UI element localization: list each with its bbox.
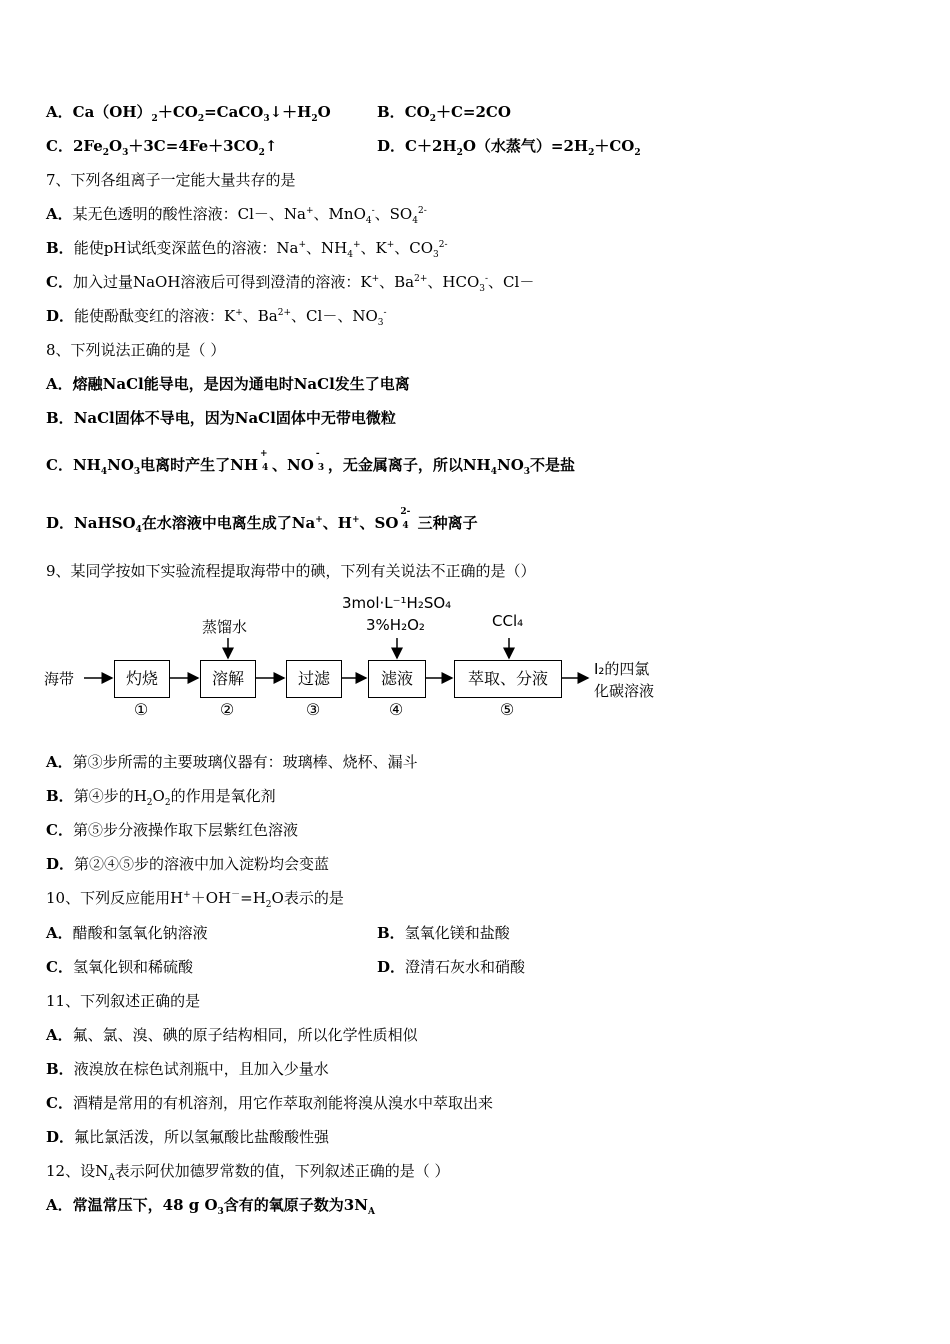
formula-part: 2Fe (72, 137, 103, 155)
superscript: + (315, 515, 323, 525)
q10-option-a (46, 923, 208, 943)
option-label: D． (46, 855, 75, 873)
subscript: 3 (263, 114, 270, 124)
reagent-acid: 3mol·L⁻¹H₂SO₄ (342, 594, 452, 612)
subscript: A (367, 1207, 375, 1217)
stem-text: 12、设N (46, 1162, 109, 1180)
superscript: + (386, 240, 395, 250)
q12-stem (46, 1161, 450, 1181)
formula-part: O (317, 103, 331, 121)
option-text: －、Na (253, 205, 306, 223)
stem-text: =H (240, 889, 266, 907)
subscript: 4 (135, 525, 142, 535)
q12-option-a (46, 1195, 375, 1215)
superscript: + (371, 274, 380, 284)
option-label: C． (46, 456, 73, 474)
option-label: B． (377, 924, 405, 942)
option-text: 酒精是常用的有机溶剂，用它作萃取剂能将溴从溴水中萃取出来 (72, 1094, 493, 1112)
superscript: 2- (438, 240, 448, 250)
option-text: 能使酚酞变红的溶液：K (74, 307, 236, 325)
q7-option-b (46, 238, 448, 258)
q8-stem: 8、下列说法正确的是（ ） (46, 341, 226, 359)
subscript: 2 (151, 114, 158, 124)
subscript: 3 (377, 318, 384, 328)
flow-step-4: 滤液 (368, 660, 426, 698)
subscript: 4 (412, 216, 418, 226)
ion-charge-stack (398, 507, 412, 534)
ion-charge-stack (258, 449, 272, 476)
subscript: 2 (102, 148, 110, 158)
subscript: 2 (634, 148, 641, 158)
reagent-ccl4: CCl₄ (492, 612, 524, 630)
option-label: B． (46, 409, 74, 427)
subscript: 4 (365, 216, 372, 226)
q11-option-c (46, 1093, 493, 1113)
flow-start-label: 海带 (44, 670, 75, 688)
formula-part: ＋3C=4Fe＋3CO (128, 137, 259, 155)
option-label: C． (46, 958, 73, 976)
option-label: D． (377, 958, 406, 976)
superscript: + (298, 240, 306, 250)
flow-num-5: ⑤ (499, 700, 515, 719)
q8-option-d (46, 507, 478, 535)
formula-part: ＋C=2CO (435, 103, 511, 121)
reagent-h2o2: 3%H₂O₂ (366, 616, 425, 634)
option-text: 第④步的H (73, 787, 147, 805)
option-label: A． (46, 924, 73, 942)
option-text: 第⑤步分液操作取下层紫红色溶液 (72, 821, 298, 839)
q9-option-c (46, 820, 298, 840)
superscript: 2+ (414, 274, 428, 284)
superscript: + (351, 515, 360, 525)
option-text: 能使pH试纸变深蓝色的溶液：Na (73, 239, 299, 257)
flow-step-5: 萃取、分液 (454, 660, 562, 698)
option-text: － (519, 273, 535, 291)
subscript: 3 (217, 1207, 224, 1217)
formula-part: NH (72, 456, 101, 474)
superscript: － (231, 890, 241, 900)
ion-count: 4 (402, 521, 409, 531)
ion-charge: + (260, 449, 268, 459)
formula-part: 在水溶液中电离生成了Na (141, 514, 316, 532)
option-text: 氟、氯、溴、碘的原子结构相同，所以化学性质相似 (72, 1026, 418, 1044)
option-text: 、CO (394, 239, 434, 257)
option-label: A． (46, 205, 73, 223)
formula-part: 三种离子 (417, 514, 478, 532)
q9-option-b (46, 786, 276, 806)
q9-option-a (46, 752, 418, 772)
formula-part: 不是盐 (530, 456, 576, 474)
flow-num-4: ④ (388, 700, 404, 719)
subscript: 4 (347, 250, 353, 260)
q10-option-b (377, 923, 510, 943)
flow-step-2: 溶解 (200, 660, 256, 698)
flow-end-line2: 化碳溶液 (594, 682, 655, 700)
flow-end-line1: I₂的四氯 (594, 660, 650, 678)
option-text: 第③步所需的主要玻璃仪器有：玻璃棒、烧杯、漏斗 (72, 753, 418, 771)
formula-part: 、NO (272, 456, 314, 474)
superscript: 2+ (277, 308, 292, 318)
stem-text: 表示阿伏加德罗常数的值，下列叙述正确的是（ ） (114, 1162, 450, 1180)
option-label: C． (46, 273, 73, 291)
subscript: 2 (265, 900, 272, 910)
flow-num-3: ③ (305, 700, 321, 719)
q6-option-b (377, 102, 511, 122)
subscript: 2 (429, 114, 436, 124)
q6-option-d (377, 136, 641, 156)
option-label: A． (46, 103, 73, 121)
stem-text: O表示的是 (271, 889, 344, 907)
option-text: 、NH (306, 239, 348, 257)
q6-option-c (46, 136, 277, 156)
option-label: B． (46, 787, 74, 805)
flow-num-1: ① (133, 700, 149, 719)
q8-option-a (46, 374, 410, 394)
formula-part: Ca（OH） (72, 103, 152, 121)
option-label: C． (46, 1094, 73, 1112)
flow-step-3: 过滤 (286, 660, 342, 698)
formula-part: CO (404, 103, 430, 121)
superscript: - (485, 274, 489, 284)
option-text: 氟比氯活泼，所以氢氟酸比盐酸酸性强 (74, 1128, 330, 1146)
superscript: - (383, 308, 387, 318)
option-text: 氢氧化钡和稀硫酸 (72, 958, 193, 976)
subscript: 2 (311, 114, 318, 124)
formula-part: 电离时产生了NH (140, 456, 259, 474)
subscript: 3 (523, 467, 531, 477)
option-text: 、MnO (313, 205, 366, 223)
option-text: 含有的氧原子数为3N (223, 1196, 368, 1214)
option-text: 醋酸和氢氧化钠溶液 (72, 924, 208, 942)
formula-part: C＋2H (405, 137, 457, 155)
option-label: A． (46, 375, 73, 393)
formula-part: ↓＋H (269, 103, 312, 121)
q7-option-c (46, 272, 534, 292)
superscript: - (371, 206, 375, 216)
formula-part: NO (107, 456, 134, 474)
option-text: 常温常压下，48 g O (72, 1196, 218, 1214)
option-label: D． (377, 137, 406, 155)
stem-text: 10、下列反应能用H (46, 889, 184, 907)
formula-part: NO (496, 456, 524, 474)
option-text: 、Cl (291, 307, 323, 325)
q9-stem: 9、某同学按如下实验流程提取海带中的碘，下列有关说法不正确的是（） (46, 562, 536, 580)
flow-diagram (44, 590, 674, 730)
formula-part: ↑ (264, 137, 278, 155)
formula-part: NaHSO (74, 514, 136, 532)
option-label: B． (377, 103, 405, 121)
subscript: 2 (588, 148, 595, 158)
option-label: D． (46, 514, 75, 532)
option-label: A． (46, 753, 73, 771)
option-label: D． (46, 1128, 75, 1146)
q8-option-b (46, 408, 396, 428)
option-text: 加入过量NaOH溶液后可得到澄清的溶液：K (72, 273, 372, 291)
q7-option-a (46, 204, 427, 224)
option-text: －、NO (322, 307, 378, 325)
option-text: 、HCO (427, 273, 480, 291)
subscript: 2 (258, 148, 265, 158)
ion-charge: 2- (400, 507, 411, 517)
superscript: + (306, 206, 314, 216)
option-text: NaCl固体不导电，因为NaCl固体中无带电微粒 (73, 409, 396, 427)
stem-text: ＋OH (190, 889, 232, 907)
subscript: 2 (164, 798, 171, 808)
option-text: 的作用是氧化剂 (170, 787, 276, 805)
q11-option-d (46, 1127, 329, 1147)
option-text: 某无色透明的酸性溶液：Cl (72, 205, 254, 223)
option-label: D． (46, 307, 75, 325)
superscript: + (235, 308, 243, 318)
q11-stem: 11、下列叙述正确的是 (46, 992, 201, 1010)
subscript: 2 (456, 148, 463, 158)
option-text: 、Ba (379, 273, 415, 291)
option-text: 熔融NaCl能导电，是因为通电时NaCl发生了电离 (72, 375, 410, 393)
ion-count: 4 (262, 463, 269, 473)
superscript: + (183, 890, 191, 900)
subscript: A (108, 1173, 115, 1183)
option-text: 、Cl (488, 273, 520, 291)
option-text: 澄清石灰水和硝酸 (405, 958, 526, 976)
q11-option-a (46, 1025, 418, 1045)
option-label: C． (46, 137, 73, 155)
subscript: 3 (122, 148, 129, 158)
option-text: 、SO (374, 205, 413, 223)
subscript: 4 (490, 467, 497, 477)
ion-charge: - (315, 449, 320, 459)
subscript: 3 (479, 284, 485, 294)
subscript: 4 (100, 467, 108, 477)
superscript: + (352, 240, 361, 250)
subscript: 2 (146, 798, 153, 808)
formula-part: ＋CO (594, 137, 635, 155)
option-text: 氢氧化镁和盐酸 (404, 924, 510, 942)
q9-option-d (46, 854, 329, 874)
formula-part: 、SO (359, 514, 399, 532)
option-text: O (152, 787, 165, 805)
subscript: 3 (133, 467, 141, 477)
q11-option-b (46, 1059, 329, 1079)
formula-part: 、H (322, 514, 352, 532)
q7-option-d (46, 306, 387, 326)
q10-stem (46, 888, 344, 908)
q10-option-d (377, 957, 525, 977)
superscript: 2- (417, 206, 427, 216)
ion-count: 3 (317, 463, 325, 473)
formula-part: O (109, 137, 123, 155)
option-label: C． (46, 821, 73, 839)
option-text: 液溴放在棕色试剂瓶中，且加入少量水 (73, 1060, 329, 1078)
option-label: A． (46, 1026, 73, 1044)
flow-num-2: ② (219, 700, 235, 719)
ion-charge-stack (314, 449, 328, 476)
formula-part: =CaCO (204, 103, 264, 121)
q8-option-c (46, 449, 576, 477)
option-label: A． (46, 1196, 73, 1214)
formula-part: O（水蒸气）=2H (462, 137, 589, 155)
q6-option-a (46, 102, 331, 122)
option-text: 、K (360, 239, 387, 257)
option-text: 第②④⑤步的溶液中加入淀粉均会变蓝 (74, 855, 330, 873)
formula-part: ，无金属离子，所以NH (327, 456, 491, 474)
reagent-water: 蒸馏水 (202, 618, 248, 636)
option-label: B． (46, 1060, 74, 1078)
q7-stem: 7、下列各组离子一定能大量共存的是 (46, 171, 296, 189)
q10-option-c (46, 957, 193, 977)
flow-step-1: 灼烧 (114, 660, 170, 698)
subscript: 2 (197, 114, 205, 124)
subscript: 3 (433, 250, 439, 260)
option-label: B． (46, 239, 74, 257)
option-text: 、Ba (242, 307, 278, 325)
formula-part: ＋CO (157, 103, 198, 121)
